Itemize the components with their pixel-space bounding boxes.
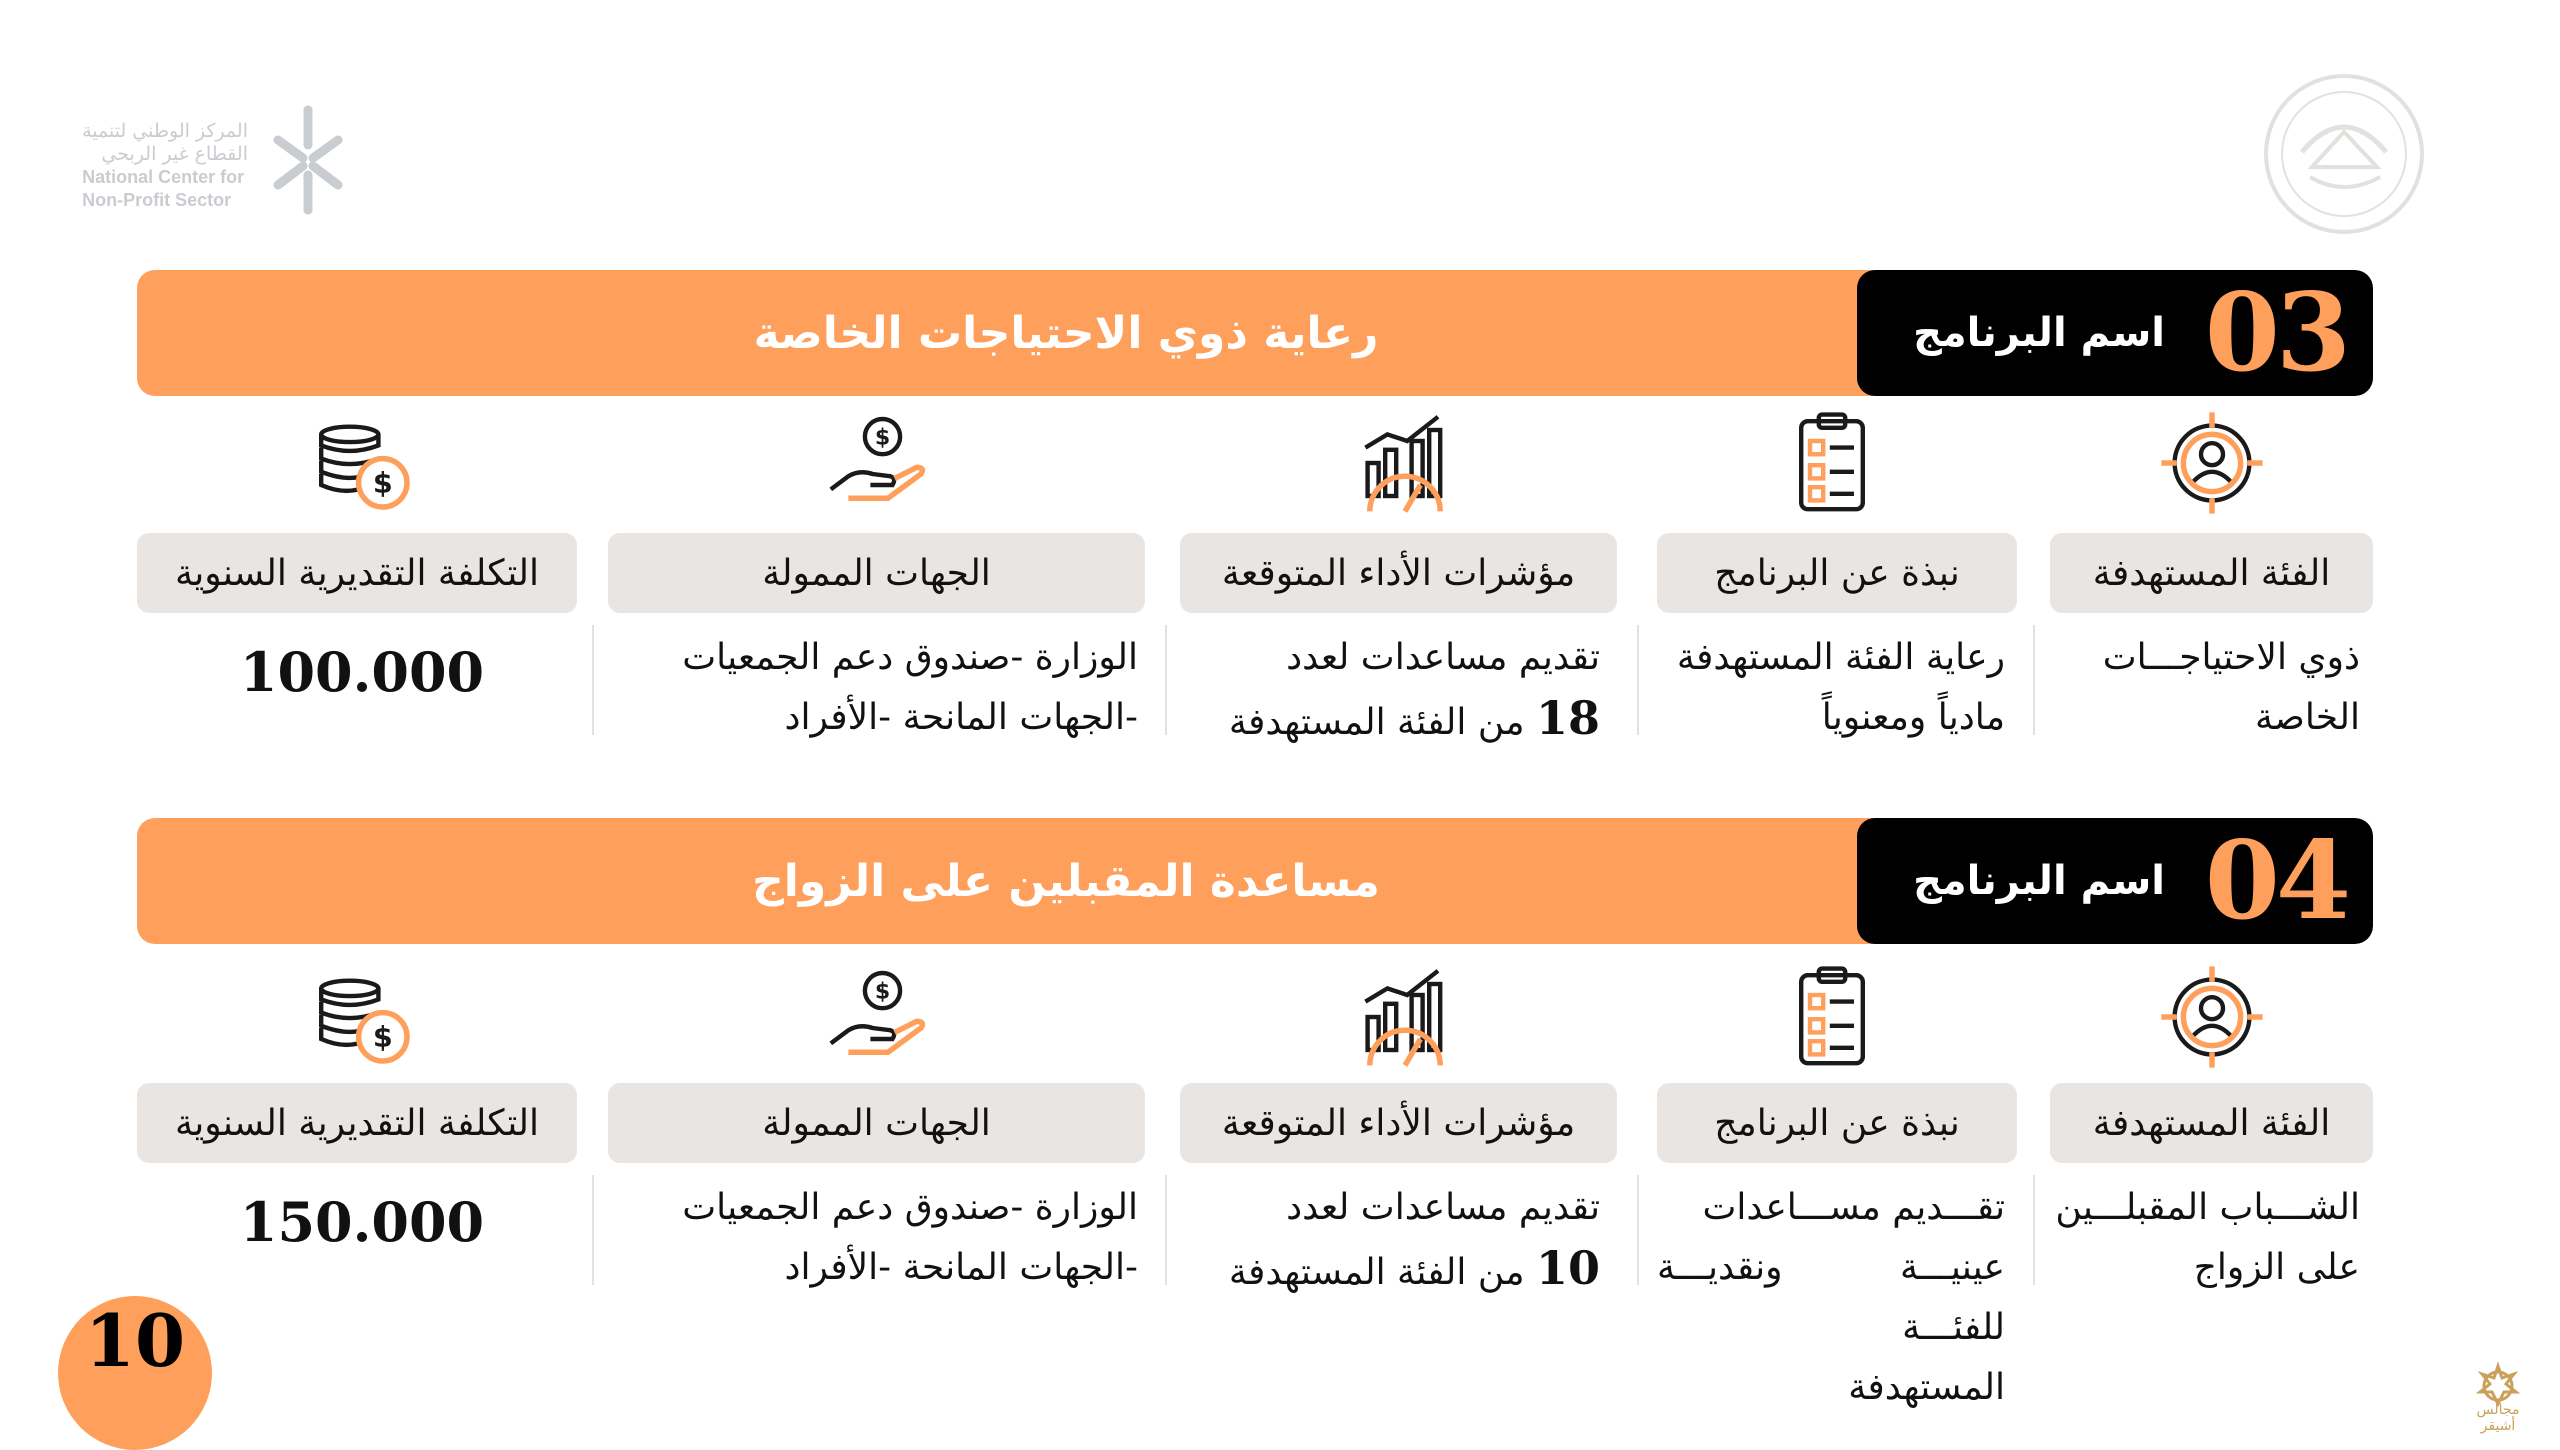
- annual-cost-value: 100.000: [239, 640, 485, 704]
- program-about-text: تقـــديم مســـاعدات عينيـــة ونقديـــة للفئـــة المستهدفة: [1657, 1187, 2005, 1408]
- header-target-group: الفئة المستهدفة: [2050, 533, 2373, 613]
- column-divider: [1165, 1175, 1167, 1285]
- ncnp-star-icon: [258, 100, 358, 220]
- program-about-text: رعاية الفئة المستهدفة مادياً ومعنوياً: [1676, 637, 2005, 738]
- majalis-logo: [2462, 1362, 2534, 1434]
- hand-dollar-icon: [822, 408, 932, 518]
- clipboard-checklist-icon: [1777, 962, 1887, 1072]
- program-header-bar: [137, 270, 2373, 396]
- ncnp-logo: [78, 100, 358, 230]
- ncnp-ar-line1: المركز الوطني لتنمية: [82, 120, 248, 142]
- page-number: 10: [84, 1298, 186, 1383]
- ncnp-en-line2: Non-Profit Sector: [82, 190, 232, 210]
- target-group-text: ذوي الاحتياجـــات الخاصة: [2102, 637, 2360, 738]
- header-kpis: مؤشرات الأداء المتوقعة: [1180, 533, 1617, 613]
- program-label: اسم البرنامج: [1913, 858, 2165, 904]
- svg-text:$: $: [372, 1019, 393, 1054]
- header-funders: الجهات الممولة: [608, 533, 1145, 613]
- program-header-bar: [137, 818, 2373, 944]
- coin-stack-icon: [308, 962, 418, 1072]
- kpi-number: 18: [1535, 691, 1600, 745]
- kpi-number: 10: [1535, 1241, 1600, 1295]
- hand-dollar-icon: [822, 962, 932, 1072]
- funders-text: الوزارة -صندوق دعم الجمعيات -الجهات المانحة -الأفراد: [682, 637, 1138, 738]
- program-title: مساعدة المقبلين على الزواج: [752, 855, 1380, 907]
- header-annual-cost: التكلفة التقديرية السنوية: [137, 1083, 577, 1163]
- svg-text:$: $: [874, 979, 891, 1005]
- svg-text:$: $: [874, 425, 891, 451]
- annual-cost-value: 150.000: [239, 1190, 485, 1254]
- funders-text: الوزارة -صندوق دعم الجمعيات -الجهات المانحة -الأفراد: [682, 1187, 1138, 1288]
- column-divider: [592, 625, 594, 735]
- column-divider: [1637, 1175, 1639, 1285]
- column-divider: [592, 1175, 594, 1285]
- target-group-text: الشـــباب المقبلـــين على الزواج: [2055, 1187, 2360, 1288]
- program-title: رعاية ذوي الاحتياجات الخاصة: [753, 307, 1379, 359]
- header-kpis: مؤشرات الأداء المتوقعة: [1180, 1083, 1617, 1163]
- kpi-text: تقديم مساعدات لعدد 18 من الفئة المستهدفة: [1228, 637, 1600, 745]
- performance-gauge-chart-icon: [1350, 408, 1460, 518]
- svg-text:$: $: [372, 465, 393, 500]
- hand-globe-emblem-icon: [2262, 72, 2427, 237]
- clipboard-checklist-icon: [1777, 408, 1887, 518]
- header-program-about: نبذة عن البرنامج: [1657, 1083, 2017, 1163]
- column-divider: [1165, 625, 1167, 735]
- coin-stack-icon: [308, 408, 418, 518]
- column-divider: [2033, 625, 2035, 735]
- ncnp-ar-line2: القطاع غير الربحي: [101, 143, 248, 165]
- target-user-icon: [2157, 962, 2267, 1072]
- majalis-caption: مجالس أشيقر: [2476, 1402, 2520, 1434]
- header-annual-cost: التكلفة التقديرية السنوية: [137, 533, 577, 613]
- column-divider: [2033, 1175, 2035, 1285]
- target-user-icon: [2157, 408, 2267, 518]
- ncnp-en-line1: National Center for: [82, 167, 245, 187]
- header-target-group: الفئة المستهدفة: [2050, 1083, 2373, 1163]
- performance-gauge-chart-icon: [1350, 962, 1460, 1072]
- column-divider: [1637, 625, 1639, 735]
- program-number: 04: [2204, 818, 2347, 944]
- association-logo: [2262, 72, 2427, 237]
- kpi-text: تقديم مساعدات لعدد 10 من الفئة المستهدفة: [1228, 1187, 1600, 1295]
- header-program-about: نبذة عن البرنامج: [1657, 533, 2017, 613]
- program-label: اسم البرنامج: [1913, 310, 2165, 356]
- program-number: 03: [2204, 270, 2347, 396]
- header-funders: الجهات الممولة: [608, 1083, 1145, 1163]
